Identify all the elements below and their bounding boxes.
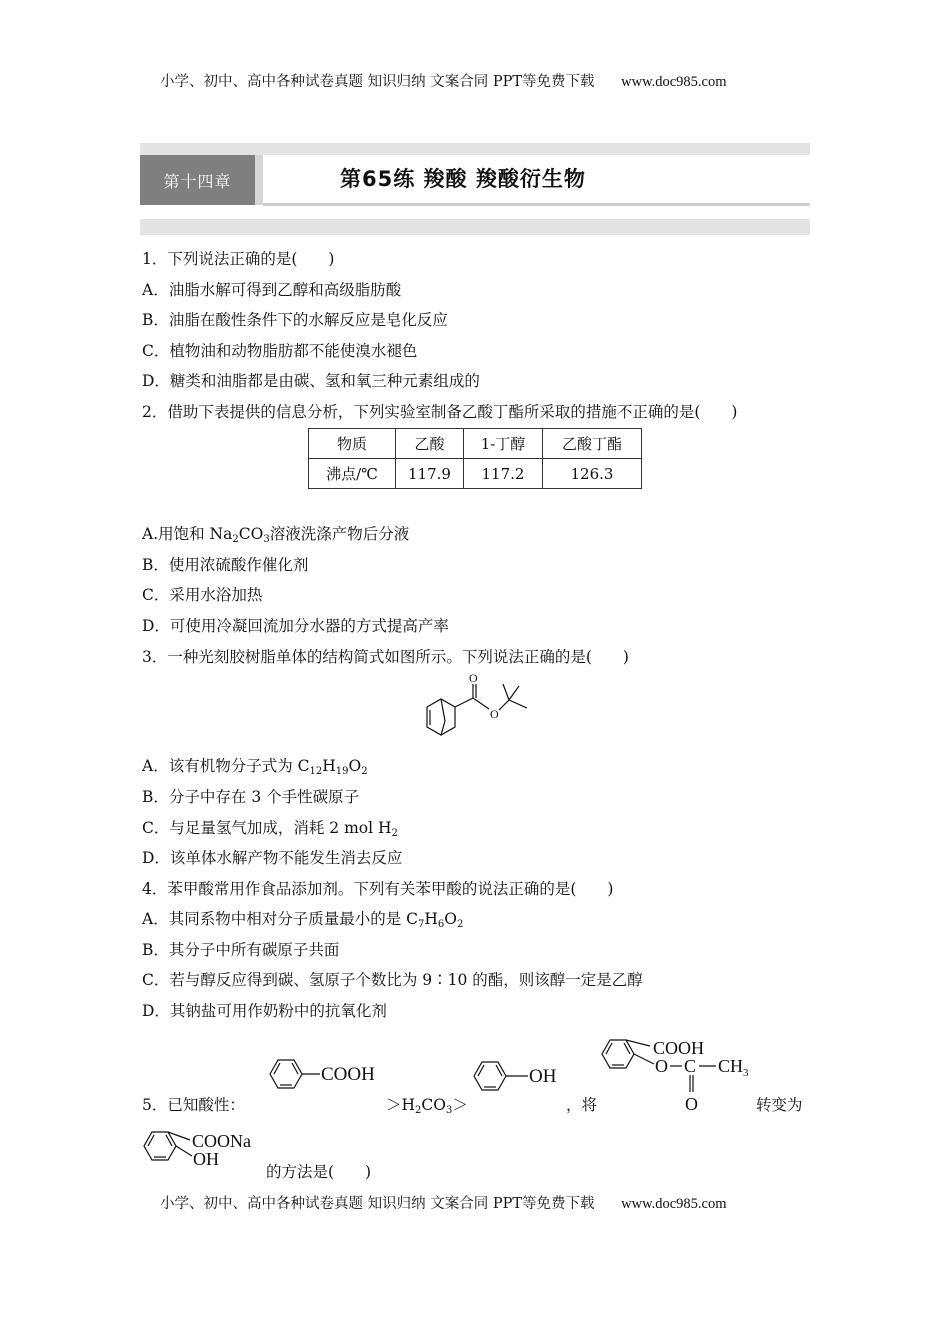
prod-oh-label: OH	[193, 1149, 219, 1169]
q3-a-h: H	[322, 757, 336, 775]
q1-option-c: C．植物油和动物脂肪都不能使溴水褪色	[142, 342, 418, 360]
footer-text: 小学、初中、高中各种试卷真题 知识归纳 文案合同 PPT等免费下载	[160, 1196, 595, 1212]
boiling-point-table	[308, 428, 642, 489]
q4-option-d: D．其钠盐可用作奶粉中的抗氧化剂	[142, 1002, 387, 1020]
phenol-structure	[470, 1054, 570, 1098]
q5-comma-jiang: ，将	[566, 1096, 598, 1114]
table-header-cell: 1-丁醇	[464, 429, 543, 459]
salicylate-structure	[140, 1120, 280, 1172]
aspirin-cooh-label: COOH	[653, 1038, 705, 1058]
banner-divider	[255, 155, 263, 205]
q2-stem: 2．借助下表提供的信息分析，下列实验室制备乙酸丁酯所采取的措施不正确的是( )	[142, 403, 738, 421]
q3-c-sub: 2	[391, 828, 398, 839]
aspirin-ch3-text: CH	[718, 1056, 744, 1076]
q5-h2co3	[386, 1095, 468, 1115]
aspirin-structure	[598, 1030, 768, 1114]
q2-a-mid: CO	[238, 525, 264, 543]
q1-option-a: A．油脂水解可得到乙醇和高级脂肪酸	[142, 281, 402, 299]
oh-label: OH	[529, 1066, 557, 1087]
o-to-tbutyl-bond	[499, 700, 509, 710]
q3-a-o: O	[348, 757, 362, 775]
methyl-bond-3	[509, 700, 527, 708]
q2-option-b: B．使用浓硫酸作催化剂	[142, 556, 309, 574]
q5-suffix: 的方法是( )	[266, 1163, 372, 1181]
benzoic-acid-structure	[264, 1052, 394, 1096]
header-url[interactable]: www.doc985.com	[621, 74, 727, 90]
page-title: 第65练 羧酸 羧酸衍生物	[340, 167, 586, 191]
norbornene-ester-structure	[415, 672, 535, 748]
q4-a-sub3: 2	[456, 919, 464, 930]
benzene-ring	[602, 1040, 634, 1068]
q4-option-b: B．其分子中所有碳原子共面	[142, 941, 340, 959]
header-text: 小学、初中、高中各种试卷真题 知识归纳 文案合同 PPT等免费下载	[160, 74, 595, 90]
q4-a-h: H	[424, 910, 438, 928]
q2-a-pre: A.用饱和 Na	[142, 525, 233, 543]
aspirin-carbonyl-c: C	[684, 1056, 697, 1076]
q5-gt1: ＞H	[386, 1096, 416, 1114]
q3-stem: 3．一种光刻胶树脂单体的结构简式如图所示。下列说法正确的是( )	[142, 648, 629, 666]
ring-to-oh-bond	[176, 1146, 192, 1156]
table-row	[309, 459, 642, 489]
table-header-cell: 乙酸丁酯	[543, 429, 642, 459]
benzene-ring	[474, 1062, 506, 1090]
bridge-bond-1	[441, 699, 445, 721]
q1-option-d: D．糖类和油脂都是由碳、氢和氧三种元素组成的	[142, 372, 480, 390]
table-cell: 117.9	[396, 459, 464, 489]
q4-a-pre: A．其同系物中相对分子质量最小的是 C	[142, 910, 418, 928]
q3-option-b: B．分子中存在 3 个手性碳原子	[142, 788, 360, 806]
table-header-cell: 物质	[309, 429, 396, 459]
q2-option-d: D．可使用冷凝回流加分水器的方式提高产率	[142, 617, 449, 635]
q2-option-c: C．采用水浴加热	[142, 586, 263, 604]
chapter-banner	[140, 143, 810, 235]
q2-a-sub2: 3	[263, 534, 270, 545]
aspirin-ch3	[718, 1056, 749, 1079]
q3-option-c	[142, 818, 398, 838]
benzene-ring	[270, 1060, 302, 1088]
q5-gt2: ＞	[452, 1096, 468, 1114]
q4-a-o: O	[444, 910, 457, 928]
page-header	[160, 70, 727, 91]
aspirin-ester-o: O	[655, 1056, 668, 1076]
q3-option-d: D．该单体水解产物不能发生消去反应	[142, 849, 403, 867]
ring-to-carbonyl-bond	[455, 698, 473, 707]
aspirin-carbonyl-o: O	[685, 1094, 698, 1114]
q3-c-pre: C．与足量氢气加成，消耗 2 mol H	[142, 819, 392, 837]
q5-prefix: 5．已知酸性：	[142, 1096, 245, 1114]
carbonyl-oxygen: O	[469, 672, 478, 685]
banner-band-top	[140, 143, 810, 155]
cooh-label: COOH	[321, 1064, 375, 1085]
q1-stem: 1．下列说法正确的是( )	[142, 250, 335, 268]
chapter-label: 第十四章	[140, 155, 255, 205]
q5-h2co3-sub1: 2	[415, 1105, 422, 1116]
ring-to-o-bond	[634, 1054, 654, 1064]
q2-a-sub1: 2	[232, 534, 239, 545]
q1-option-b: B．油脂在酸性条件下的水解反应是皂化反应	[142, 311, 448, 329]
coona-label: COONa	[192, 1131, 251, 1151]
table-header-row	[309, 429, 642, 459]
ester-oxygen: O	[490, 707, 499, 721]
table-cell: 117.2	[464, 459, 543, 489]
aspirin-ch3-sub: 3	[743, 1067, 749, 1079]
methyl-bond-1	[503, 684, 509, 700]
q3-a-pre: A．该有机物分子式为 C	[142, 757, 310, 775]
q3-option-a	[142, 756, 368, 776]
q5-zhuanbianwei: 转变为	[756, 1096, 803, 1114]
footer-url[interactable]: www.doc985.com	[621, 1196, 727, 1212]
q4-option-c: C．若与醇反应得到碳、氢原子个数比为 9∶10 的酯，则该醇一定是乙醇	[142, 971, 643, 989]
q4-a-sub1: 7	[417, 919, 425, 930]
q5-h2co3-sub2: 3	[445, 1105, 453, 1116]
q5-h2co3-co: CO	[421, 1096, 446, 1114]
bicyclic-ring	[427, 699, 455, 735]
q3-a-sub1: 12	[309, 766, 323, 777]
page-footer	[160, 1192, 727, 1213]
q3-a-sub2: 19	[335, 766, 349, 777]
methyl-bond-2	[509, 686, 519, 700]
banner-band-bottom	[140, 219, 810, 235]
benzene-ring	[144, 1132, 176, 1160]
q4-a-sub2: 6	[437, 919, 445, 930]
table-cell: 126.3	[543, 459, 642, 489]
ester-bond	[473, 698, 489, 709]
q2-a-post: 溶液洗涤产物后分液	[269, 525, 410, 543]
table-row-label: 沸点/℃	[309, 459, 396, 489]
q4-stem: 4．苯甲酸常用作食品添加剂。下列有关苯甲酸的说法正确的是( )	[142, 880, 614, 898]
table-header-cell: 乙酸	[396, 429, 464, 459]
q2-option-a	[142, 524, 409, 544]
q3-a-sub3: 2	[361, 766, 368, 777]
q4-option-a	[142, 909, 463, 929]
